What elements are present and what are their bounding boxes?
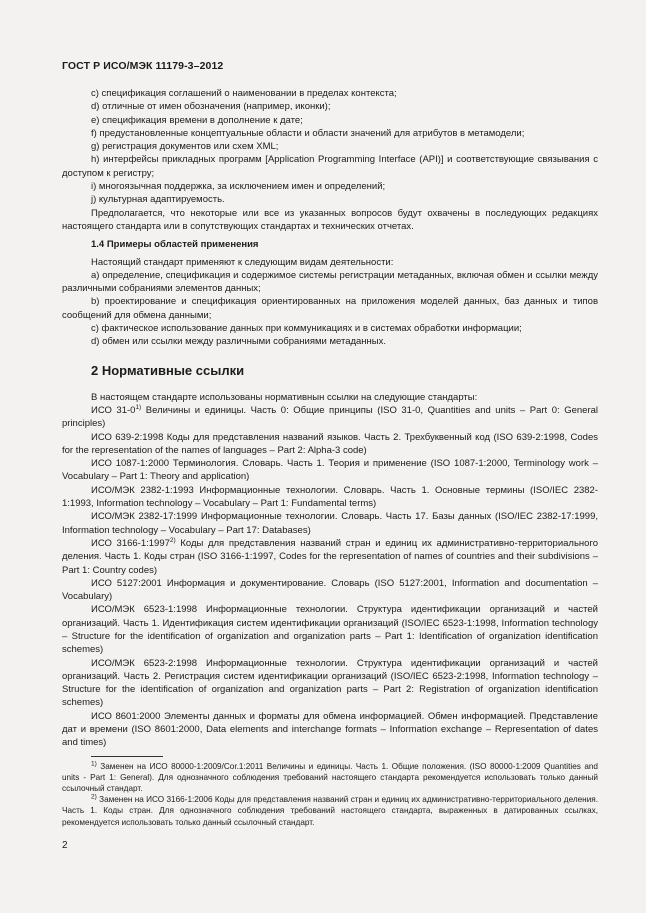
page-number: 2 <box>62 840 68 851</box>
list-item: d) отличные от имен обозначения (например, иконки); <box>91 101 331 113</box>
footnote-text: Заменен на ИСО 3166-1:2006 Коды для представления названий стран и единиц их административно-территориального деления. Часть 1. Коды стран. Для однозначного соблюдения требований настоящего стандарта, выраженных в датированных ссылках, рекомендуется использовать только данный ссылочный стандарт. <box>62 795 598 827</box>
reference-iso-31-0 <box>62 404 598 431</box>
footnote-mark: 1) <box>91 759 97 767</box>
reference-iso-6523-1: ИСО/МЭК 6523-1:1998 Информационные технологии. Структура идентификации организаций и частей организаций. Часть 1. Идентификация систем идентификации организаций (ISO/IEC 6523-1:1998, Information technology – Structure for the identification of organization and organization parts – Part 1: Identification of organization identification schemes) <box>62 604 598 656</box>
footnote-1 <box>62 761 598 795</box>
scope-note: Предполагается, что некоторые или все из указанных вопросов будут охвачены в последующих редакциях настоящего стандарта или в сопутствующих стандартах и технических отчетах. <box>62 207 598 232</box>
list-item: j) культурная адаптируемость. <box>91 194 225 206</box>
reference-iso-1087-1: ИСО 1087-1:2000 Терминология. Словарь. Часть 1. Теория и применение (ISO 1087-1:2000, Terminology work – Vocabulary – Part 1: Theory and application) <box>62 458 598 483</box>
footnotes <box>62 761 598 828</box>
ref-code: ИСО 31-0 <box>91 404 136 416</box>
list-item: c) фактическое использование данных при коммуникациях и в системах обработки информации; <box>91 323 522 335</box>
footnote-mark: 2) <box>91 793 97 801</box>
footnote-2 <box>62 794 598 828</box>
list-item: e) спецификация времени в дополнение к дате; <box>91 114 303 126</box>
reference-iso-5127: ИСО 5127:2001 Информация и документирование. Словарь (ISO 5127:2001, Information and documentation – Vocabulary) <box>62 577 598 603</box>
ref-text: Величины и единицы. Часть 0: Общие принципы (ISO 31-0, Quantities and units – Part 0: General principles) <box>62 404 598 430</box>
document-body <box>62 87 598 828</box>
reference-iso-2382-1: ИСО/МЭК 2382-1:1993 Информационные технологии. Словарь. Часть 1. Основные термины (ISO/IEC 2382-1:1993, Information technology – Vocabulary – Part 1: Fundamental terms) <box>62 484 598 510</box>
list-item: b) проектирование и спецификация ориентированных на приложения моделей данных, баз данных и типов сообщений для обмена данными; <box>62 296 598 321</box>
reference-iso-8601: ИСО 8601:2000 Элементы данных и форматы для обмена информацией. Обмен информацией. Представление дат и времени (ISO 8601:2000, Data elements and interchange formats – Information exchange – Representation of dates and times) <box>62 710 598 749</box>
list-item: f) предустановленные концептуальные области и области значений для атрибутов в метамодели; <box>91 127 525 139</box>
reference-iso-639-2: ИСО 639-2:1998 Коды для представления названий языков. Часть 2. Трехбуквенный код (ISO 639-2:1998, Codes for the representation of the names of languages – Part 2: Alpha-3 code) <box>62 431 598 456</box>
ref-text: Коды для представления названий стран и единиц их административно-территориального деления. Часть 1. Коды стран (ISO 3166-1:1997, Codes for the representation of names of countries and their subdivisions – Part 1: Country codes) <box>62 537 598 576</box>
section-2-heading: 2 Нормативные ссылки <box>91 362 245 378</box>
reference-iso-3166-1 <box>62 537 598 577</box>
footnote-divider <box>91 756 163 757</box>
list-item: g) регистрация документов или схем XML; <box>91 141 279 153</box>
page-header: ГОСТ Р ИСО/МЭК 11179-3–2012 <box>62 60 224 72</box>
list-item: h) интерфейсы прикладных программ [Application Programming Interface (API)] и соответствующие связывания с доступом к регистру; <box>62 154 598 179</box>
footnote-ref-2: 2) <box>169 536 176 544</box>
reference-iso-6523-2: ИСО/МЭК 6523-2:1998 Информационные технологии. Структура идентификации организаций и частей организаций. Часть 2. Регистрация систем идентификации организаций (ISO/IEC 6523-2:1998, Information technology – Structure for the identification of organization and organization parts – Part 2: Registration of organization identification schemes) <box>62 657 598 709</box>
section-1-4-heading: 1.4 Примеры областей применения <box>91 239 259 251</box>
section-1-4-intro: Настоящий стандарт применяют к следующим видам деятельности: <box>91 256 394 268</box>
list-item: c) спецификация соглашений о наименовании в пределах контекста; <box>91 88 397 99</box>
list-item: i) многоязычная поддержка, за исключением имен и определений; <box>91 181 386 193</box>
list-item: d) обмен или ссылки между различными собраниями метаданных. <box>91 336 387 348</box>
footnote-text: Заменен на ИСО 80000-1:2009/Cor.1:2011 Величины и единицы. Часть 1. Общие положения. (ISO 80000-1:2009 Quantities and units - Part 1: General). Для однозначного соблюдения требований настоящего стандарта рекомендуется использовать только данный ссылочный стандарт. <box>62 761 598 794</box>
footnote-ref-1: 1) <box>135 403 142 411</box>
ref-code: ИСО 3166-1:1997 <box>91 537 170 549</box>
section-2-intro: В настоящем стандарте использованы нормативнын ссылки на следующие стандарты: <box>91 391 478 403</box>
reference-iso-2382-17: ИСО/МЭК 2382-17:1999 Информационные технологии. Словарь. Часть 17. Базы данных (ISO/IEC 2382-17:1999, Information technology – Vocabulary – Part 17: Databases) <box>62 511 598 536</box>
list-item: a) определение, спецификация и содержимое системы регистрации метаданных, включая обмен и ссылки между различными собраниями элементов данных; <box>62 269 598 295</box>
